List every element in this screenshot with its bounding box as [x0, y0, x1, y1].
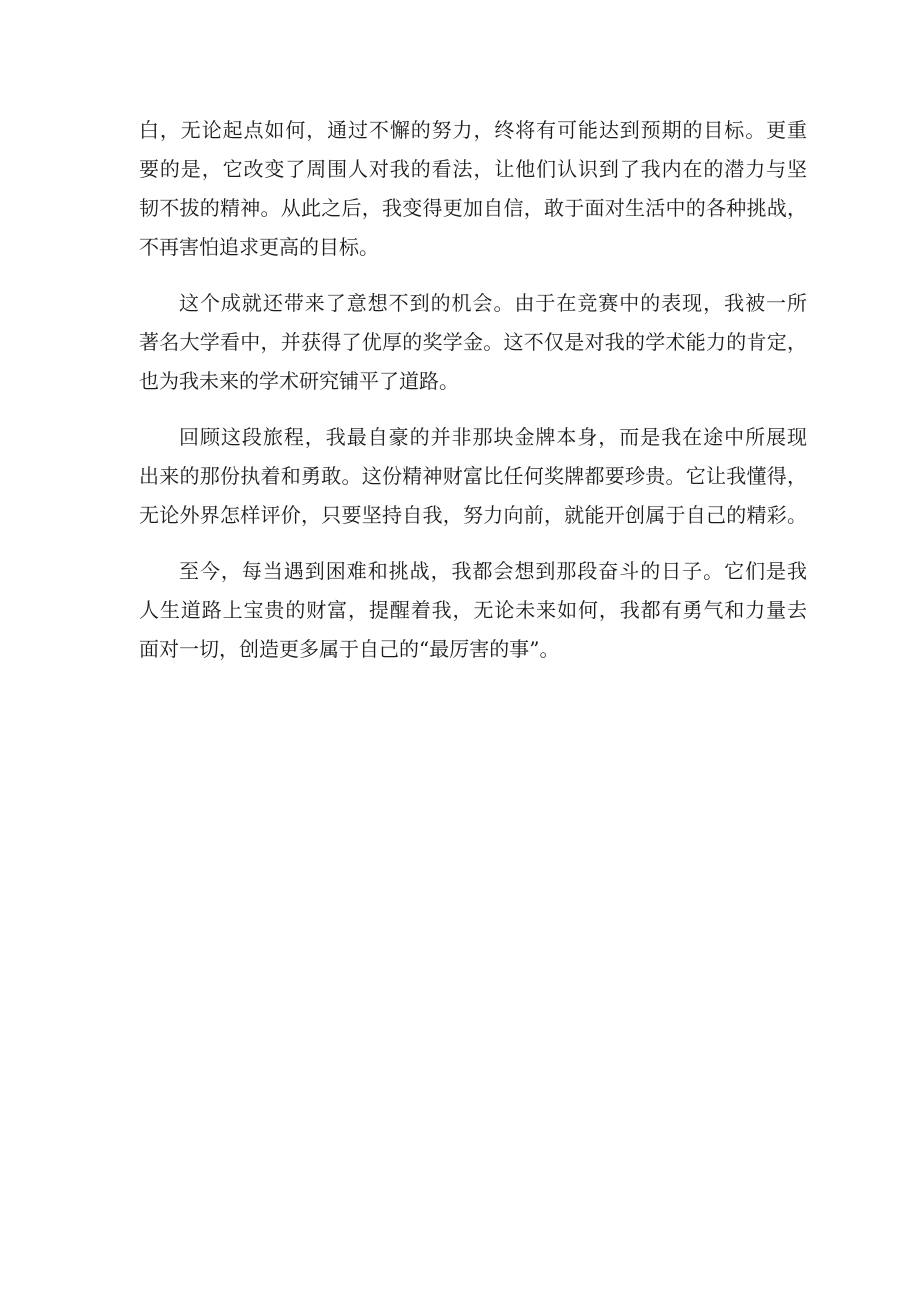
paragraph-line: 至今，每当遇到困难和挑战，我都会想到那段奋斗的日子。它们是我 [179, 559, 807, 583]
paragraph-line: 白，无论起点如何，通过不懈的努力，终将有可能达到预期的目标。更重 [139, 118, 807, 142]
paragraph-3 [139, 418, 807, 535]
paragraph-line: 也为我未来的学术研究铺平了道路。 [139, 369, 459, 393]
paragraph-line: 著名大学看中，并获得了优厚的奖学金。这不仅是对我的学术能力的肯定， [139, 330, 807, 354]
paragraph-line: 回顾这段旅程，我最自豪的并非那块金牌本身，而是我在途中所展现 [179, 425, 807, 449]
paragraph-line: 不再害怕追求更高的目标。 [139, 235, 379, 259]
paragraph-line: 韧不拔的精神。从此之后，我变得更加自信，敢于面对生活中的各种挑战， [139, 196, 807, 220]
paragraph-line: 这个成就还带来了意想不到的机会。由于在竞赛中的表现，我被一所 [179, 291, 807, 315]
paragraph-line: 面对一切，创造更多属于自己的“最厉害的事”。 [139, 637, 560, 661]
paragraph-line: 出来的那份执着和勇敢。这份精神财富比任何奖牌都要珍贵。它让我懂得， [139, 464, 807, 488]
body-text [139, 111, 807, 669]
paragraph-gap [139, 535, 807, 552]
paragraph-gap [139, 267, 807, 284]
paragraph-4 [139, 552, 807, 669]
paragraph-line: 人生道路上宝贵的财富，提醒着我，无论未来如何，我都有勇气和力量去 [139, 598, 807, 622]
paragraph-line: 要的是，它改变了周围人对我的看法，让他们认识到了我内在的潜力与坚 [139, 157, 807, 181]
paragraph-gap [139, 401, 807, 418]
paragraph-1 [139, 111, 807, 267]
paragraph-2 [139, 284, 807, 401]
paragraph-line: 无论外界怎样评价，只要坚持自我，努力向前，就能开创属于自己的精彩。 [139, 503, 807, 527]
